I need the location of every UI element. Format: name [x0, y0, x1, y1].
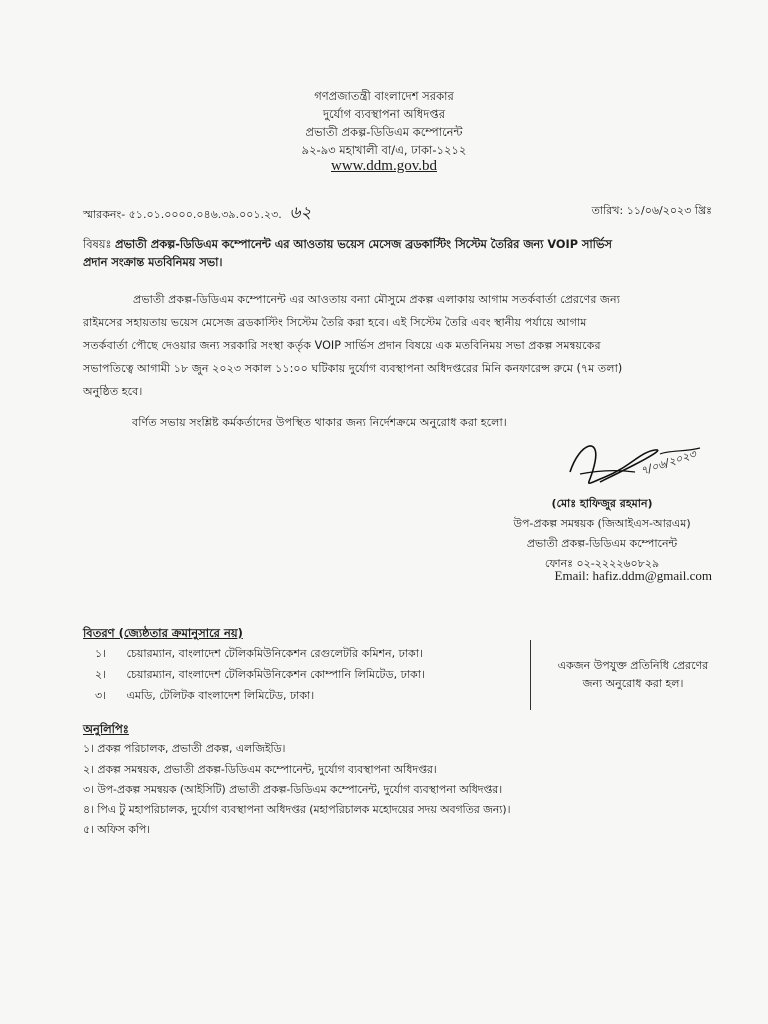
copies-heading: অনুলিপিঃ: [83, 722, 129, 736]
body-line: প্রভাতী প্রকল্প-ডিডিএম কম্পোনেন্ট এর আওতায় বন্যা মৌসুমে প্রকল্প এলাকায় আগাম সতর্কবার্তা প্রেরণের জন্য: [133, 293, 620, 306]
department-line: দুর্যোগ ব্যবস্থাপনা অধিদপ্তর: [322, 107, 446, 121]
request-line: বর্ণিত সভায় সংশ্লিষ্ট কর্মকর্তাদের উপস্থিত থাকার জন্য নির্দেশক্রমে অনুরোধ করা হলো।: [132, 416, 507, 429]
distribution-note-line: জন্য অনুরোধ করা হল।: [582, 677, 684, 690]
memo-ref: [83, 200, 311, 228]
body-line: সভাপতিত্বে আগামী ১৮ জুন ২০২৩ সকাল ১১:০০ ঘটিকায় দুর্যোগ ব্যবস্থাপনা অধিদপ্তরের মিনি কনফারেন্স রুমে (৭ম তলা): [83, 362, 623, 375]
memo-ref-number: স্মারকনং- ৫১.০১.০০০০.০৪৬.৩৯.০০১.২৩.: [83, 208, 282, 221]
distribution-divider: [530, 640, 531, 710]
website-link[interactable]: www.ddm.gov.bd: [331, 158, 437, 174]
copy-item: ১। প্রকল্প পরিচালক, প্রভাতী প্রকল্প, এলজিইডি।: [83, 742, 286, 755]
body-line: সতর্কবার্তা পৌছে দেওয়ার জন্য সরকারি সংস্থা কর্তৃক VOIP সার্ভিস প্রদান বিষয়ে এক মতবিনিময় সভা প্রকল্প সমন্বয়কের: [83, 339, 601, 352]
project-line: প্রভাতী প্রকল্প-ডিডিএম কম্পোনেন্ট: [305, 125, 463, 139]
copy-item: ২। প্রকল্প সমন্বয়ক, প্রভাতী প্রকল্প-ডিডিএম কম্পোনেন্ট, দুর্যোগ ব্যবস্থাপনা অধিদপ্তর।: [83, 763, 437, 776]
list-item: [95, 687, 314, 706]
body-line: রাইমসের সহায়তায় ভয়েস মেসেজ ব্রডকাস্টিং সিস্টেম তৈরি করা হবে। এই সিস্টেম তৈরি এবং স্থানীয় পর্যায়ে আগাম: [83, 316, 587, 329]
distribution-note: [538, 657, 728, 693]
list-item-text: এমডি, টেলিটক বাংলাদেশ লিমিটেড, ঢাকা।: [126, 689, 315, 702]
subject-line1: প্রভাতী প্রকল্প-ডিডিএম কম্পোনেন্ট এর আওতায় ভয়েস মেসেজ ব্রডকাস্টিং সিস্টেম তৈরির জন্য VOIP সার্ভিস: [115, 238, 612, 251]
address-line: ৯২-৯৩ মহাখালী বা/এ, ঢাকা-১২১২: [301, 143, 467, 157]
subject-line2: প্রদান সংক্রান্ত মতবিনিময় সভা।: [83, 256, 223, 269]
memo-date: তারিখ: ১১/০৬/২০২৩ খ্রিঃ: [591, 204, 712, 217]
copy-item: ৪। পিএ টু মহাপরিচালক, দুর্যোগ ব্যবস্থাপনা অধিদপ্তর (মহাপরিচালক মহোদয়ের সদয় অবগতির জন্য)।: [83, 803, 511, 816]
list-item-number: ২।: [95, 668, 107, 681]
distribution-note-line: একজন উপযুক্ত প্রতিনিধি প্রেরণের: [557, 659, 709, 672]
signature-date: ৭/০৬/২০২৩: [639, 447, 698, 478]
signer-phone: ফোনঃ ০২-২২২২৬০৮২৯: [544, 557, 660, 570]
body-paragraph: [83, 288, 703, 403]
subject-label: বিষয়ঃ: [83, 238, 112, 251]
list-item-text: চেয়ারম্যান, বাংলাদেশ টেলিকমিউনিকেশন কোম্পানি লিমিটেড, ঢাকা।: [126, 668, 425, 681]
body-line: অনুষ্ঠিত হবে।: [83, 385, 143, 398]
signer-name: (মোঃ হাফিজুর রহমান): [551, 497, 653, 510]
subject: [83, 236, 713, 272]
list-item: [95, 645, 423, 664]
list-item-number: ১।: [95, 647, 107, 660]
signer-title: উপ-প্রকল্প সমন্বয়ক (জিআইএস-আরএম): [513, 517, 691, 530]
signer-email[interactable]: Email: hafiz.ddm@gmail.com: [554, 568, 712, 583]
list-item: [95, 666, 425, 685]
memo-ref-handwritten: ৬২: [289, 203, 312, 223]
list-item-number: ৩।: [95, 689, 107, 702]
distribution-heading: বিতরণ (জ্যেষ্ঠতার ক্রমানুসারে নয়): [83, 626, 243, 640]
copy-item: ৫। অফিস কপি।: [83, 823, 151, 836]
signature-block: [492, 494, 712, 574]
copy-item: ৩। উপ-প্রকল্প সমন্বয়ক (আইসিটি) প্রভাতী প্রকল্প-ডিডিএম কম্পোনেন্ট, দুর্যোগ ব্যবস্থাপনা অধিদপ্তর।: [83, 783, 503, 796]
signer-office: প্রভাতী প্রকল্প-ডিডিএম কম্পোনেন্ট: [526, 537, 678, 550]
govt-line: গণপ্রজাতন্ত্রী বাংলাদেশ সরকার: [314, 89, 454, 103]
list-item-text: চেয়ারম্যান, বাংলাদেশ টেলিকমিউনিকেশন রেগুলেটরি কমিশন, ঢাকা।: [126, 647, 423, 660]
